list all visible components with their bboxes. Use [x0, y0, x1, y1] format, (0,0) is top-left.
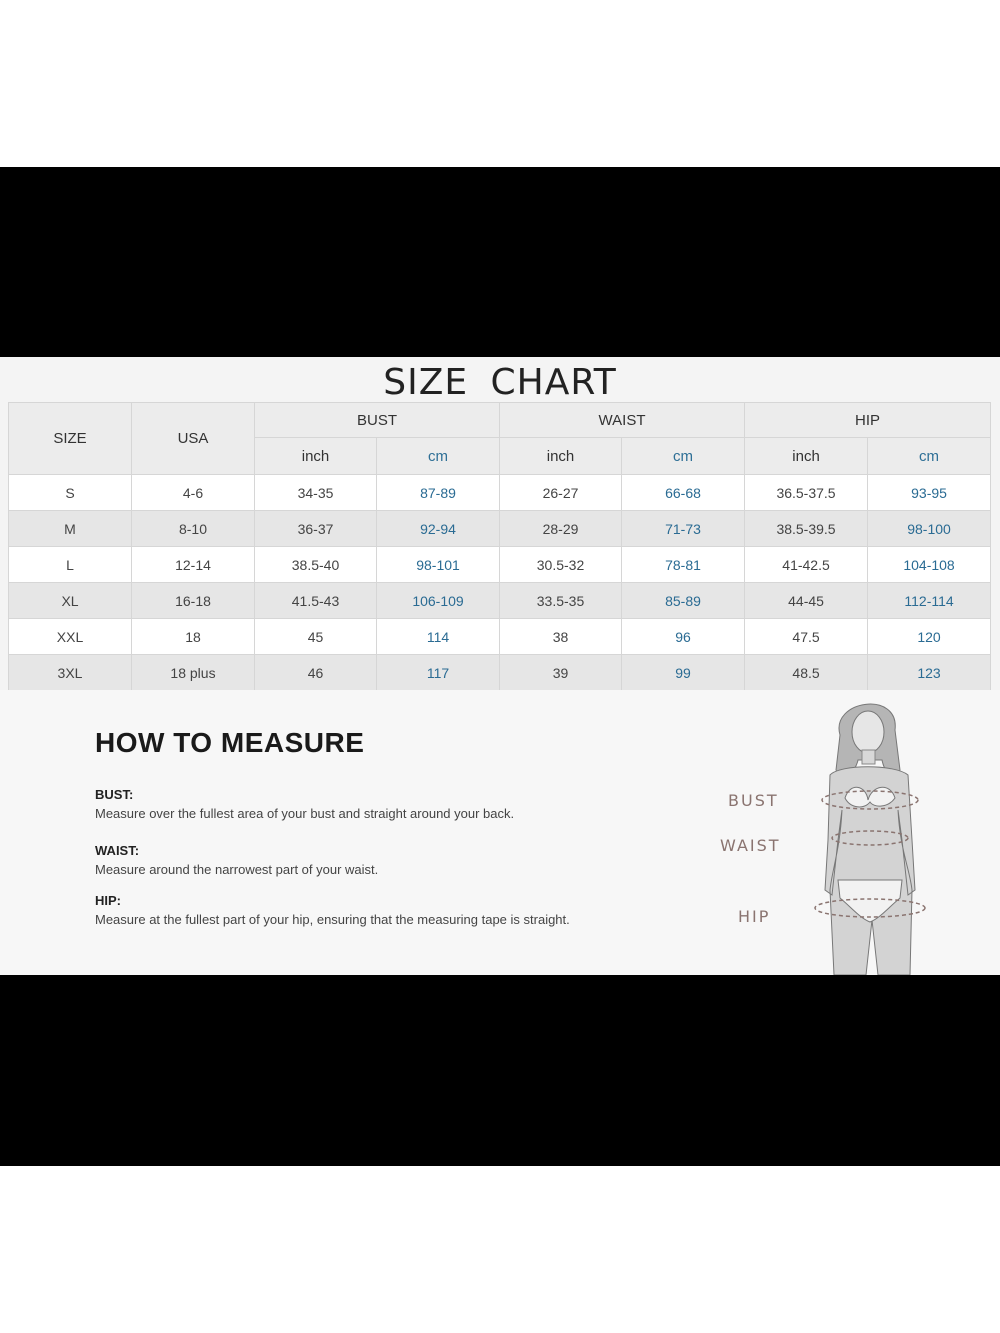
table-cell: 114 — [377, 619, 500, 655]
table-cell: 36-37 — [255, 511, 377, 547]
table-cell: 41-42.5 — [745, 547, 868, 583]
size-table — [8, 402, 991, 691]
table-cell: 33.5-35 — [500, 583, 622, 619]
size-table-body — [9, 475, 991, 691]
table-cell: 112-114 — [868, 583, 991, 619]
table-cell: 92-94 — [377, 511, 500, 547]
header-hip: HIP — [745, 403, 991, 438]
table-cell: 123 — [868, 655, 991, 691]
table-row — [9, 619, 991, 655]
table-row — [9, 511, 991, 547]
bust-instructions: Measure over the fullest area of your bust and straight around your back. — [95, 806, 515, 821]
table-cell: 99 — [622, 655, 745, 691]
header-bust: BUST — [255, 403, 500, 438]
header-usa: USA — [132, 403, 255, 475]
table-cell: 66-68 — [622, 475, 745, 511]
table-cell: L — [9, 547, 132, 583]
table-cell: 41.5-43 — [255, 583, 377, 619]
table-cell: 38.5-39.5 — [745, 511, 868, 547]
table-cell: 78-81 — [622, 547, 745, 583]
how-to-measure-title: HOW TO MEASURE — [95, 727, 365, 758]
table-cell: XL — [9, 583, 132, 619]
hip-instructions: Measure at the fullest part of your hip, ensuring that the measuring tape is straight. — [95, 912, 570, 927]
waist-instructions: Measure around the narrowest part of your waist. — [95, 862, 379, 877]
size-chart-title: SIZE CHART — [383, 362, 617, 403]
table-cell: 26-27 — [500, 475, 622, 511]
table-cell: 104-108 — [868, 547, 991, 583]
table-cell: 36.5-37.5 — [745, 475, 868, 511]
header-unit: inch — [255, 438, 377, 475]
table-cell: 45 — [255, 619, 377, 655]
table-cell: 18 plus — [132, 655, 255, 691]
table-cell: S — [9, 475, 132, 511]
header-unit: cm — [868, 438, 991, 475]
table-cell: 98-101 — [377, 547, 500, 583]
table-cell: XXL — [9, 619, 132, 655]
figure-hip-label: HIP — [738, 907, 771, 926]
figure-waist-label: WAIST — [720, 836, 781, 855]
table-cell: M — [9, 511, 132, 547]
table-cell: 48.5 — [745, 655, 868, 691]
header-unit: inch — [745, 438, 868, 475]
hip-heading: HIP: — [95, 893, 121, 908]
header-size: SIZE — [9, 403, 132, 475]
header-unit: cm — [622, 438, 745, 475]
table-cell: 98-100 — [868, 511, 991, 547]
table-row — [9, 655, 991, 691]
bottom-black-band — [0, 975, 1000, 1166]
table-cell: 44-45 — [745, 583, 868, 619]
table-cell: 34-35 — [255, 475, 377, 511]
header-unit: inch — [500, 438, 622, 475]
table-row — [9, 475, 991, 511]
table-cell: 3XL — [9, 655, 132, 691]
table-cell: 93-95 — [868, 475, 991, 511]
table-cell: 87-89 — [377, 475, 500, 511]
table-cell: 117 — [377, 655, 500, 691]
table-row — [9, 583, 991, 619]
table-cell: 85-89 — [622, 583, 745, 619]
table-cell: 16-18 — [132, 583, 255, 619]
table-cell: 47.5 — [745, 619, 868, 655]
table-cell: 30.5-32 — [500, 547, 622, 583]
table-cell: 18 — [132, 619, 255, 655]
waist-heading: WAIST: — [95, 843, 140, 858]
table-cell: 120 — [868, 619, 991, 655]
table-cell: 71-73 — [622, 511, 745, 547]
table-cell: 8-10 — [132, 511, 255, 547]
table-cell: 39 — [500, 655, 622, 691]
table-cell: 46 — [255, 655, 377, 691]
bust-heading: BUST: — [95, 787, 134, 802]
table-cell: 12-14 — [132, 547, 255, 583]
table-cell: 28-29 — [500, 511, 622, 547]
table-cell: 96 — [622, 619, 745, 655]
top-black-band — [0, 167, 1000, 357]
figure-bust-label: BUST — [728, 791, 779, 810]
header-waist: WAIST — [500, 403, 745, 438]
table-row — [9, 547, 991, 583]
body-figure-illustration — [800, 690, 940, 975]
table-cell: 106-109 — [377, 583, 500, 619]
header-unit: cm — [377, 438, 500, 475]
table-cell: 4-6 — [132, 475, 255, 511]
table-cell: 38 — [500, 619, 622, 655]
table-cell: 38.5-40 — [255, 547, 377, 583]
